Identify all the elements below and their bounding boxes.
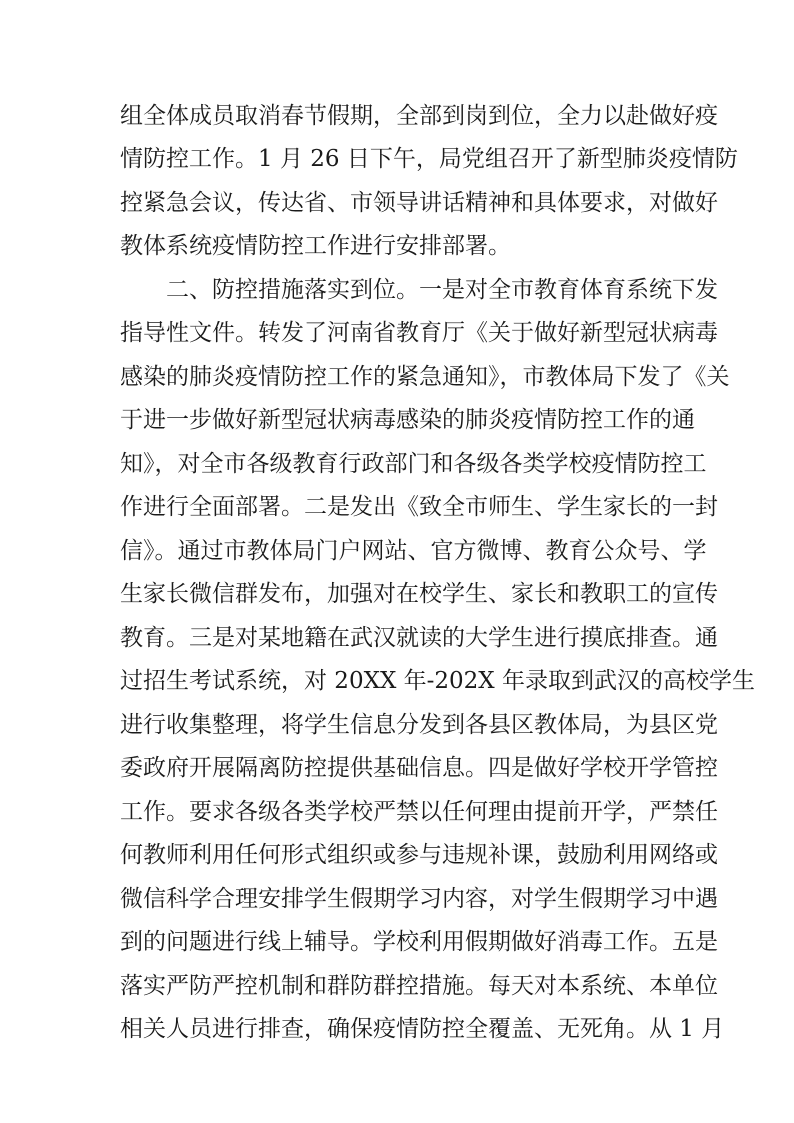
text-line-14: 过招生考试系统，对 20XX 年-202X 年录取到武汉的高校学生 bbox=[120, 668, 755, 694]
text-line-9: 知》，对全市各级教育行政部门和各级各类学校疫情防控工 bbox=[120, 451, 707, 477]
text-line-5: 二、防控措施落实到位。一是对全市教育体育系统下发 bbox=[166, 277, 718, 303]
text-line-4: 教体系统疫情防控工作进行安排部署。 bbox=[120, 233, 511, 259]
text-line-1: 组全体成员取消春节假期，全部到岗到位，全力以赴做好疫 bbox=[120, 103, 718, 129]
text-line-12: 生家长微信群发布，加强对在校学生、家长和教职工的宣传 bbox=[120, 581, 718, 607]
text-line-8: 于进一步做好新型冠状病毒感染的肺炎疫情防控工作的通 bbox=[120, 407, 695, 433]
text-line-15: 进行收集整理，将学生信息分发到各县区教体局，为县区党 bbox=[120, 712, 718, 738]
text-line-22: 相关人员进行排查，确保疫情防控全覆盖、无死角。从 1 月 bbox=[120, 1016, 725, 1042]
text-line-16: 委政府开展隔离防控提供基础信息。四是做好学校开学管控 bbox=[120, 755, 718, 781]
text-line-21: 落实严防严控机制和群防群控措施。每天对本系统、本单位 bbox=[120, 973, 718, 999]
text-line-7: 感染的肺炎疫情防控工作的紧急通知》，市教体局下发了《关 bbox=[120, 364, 730, 390]
text-line-19: 微信科学合理安排学生假期学习内容，对学生假期学习中遇 bbox=[120, 886, 718, 912]
text-line-2: 情防控工作。1 月 26 日下午，局党组召开了新型肺炎疫情防 bbox=[120, 146, 738, 172]
text-line-13: 教育。三是对某地籍在武汉就读的大学生进行摸底排查。通 bbox=[120, 625, 718, 651]
text-line-17: 工作。要求各级各类学校严禁以任何理由提前开学，严禁任 bbox=[120, 799, 718, 825]
text-line-6: 指导性文件。转发了河南省教育厅《关于做好新型冠状病毒 bbox=[120, 320, 718, 346]
text-line-20: 到的问题进行线上辅导。学校利用假期做好消毒工作。五是 bbox=[120, 929, 718, 955]
text-line-11: 信》。通过市教体局门户网站、官方微博、教育公众号、学 bbox=[120, 538, 707, 564]
text-line-18: 何教师利用任何形式组织或参与违规补课，鼓励利用网络或 bbox=[120, 842, 718, 868]
text-line-10: 作进行全面部署。二是发出《致全市师生、学生家长的一封 bbox=[120, 494, 718, 520]
text-line-3: 控紧急会议，传达省、市领导讲话精神和具体要求，对做好 bbox=[120, 190, 718, 216]
